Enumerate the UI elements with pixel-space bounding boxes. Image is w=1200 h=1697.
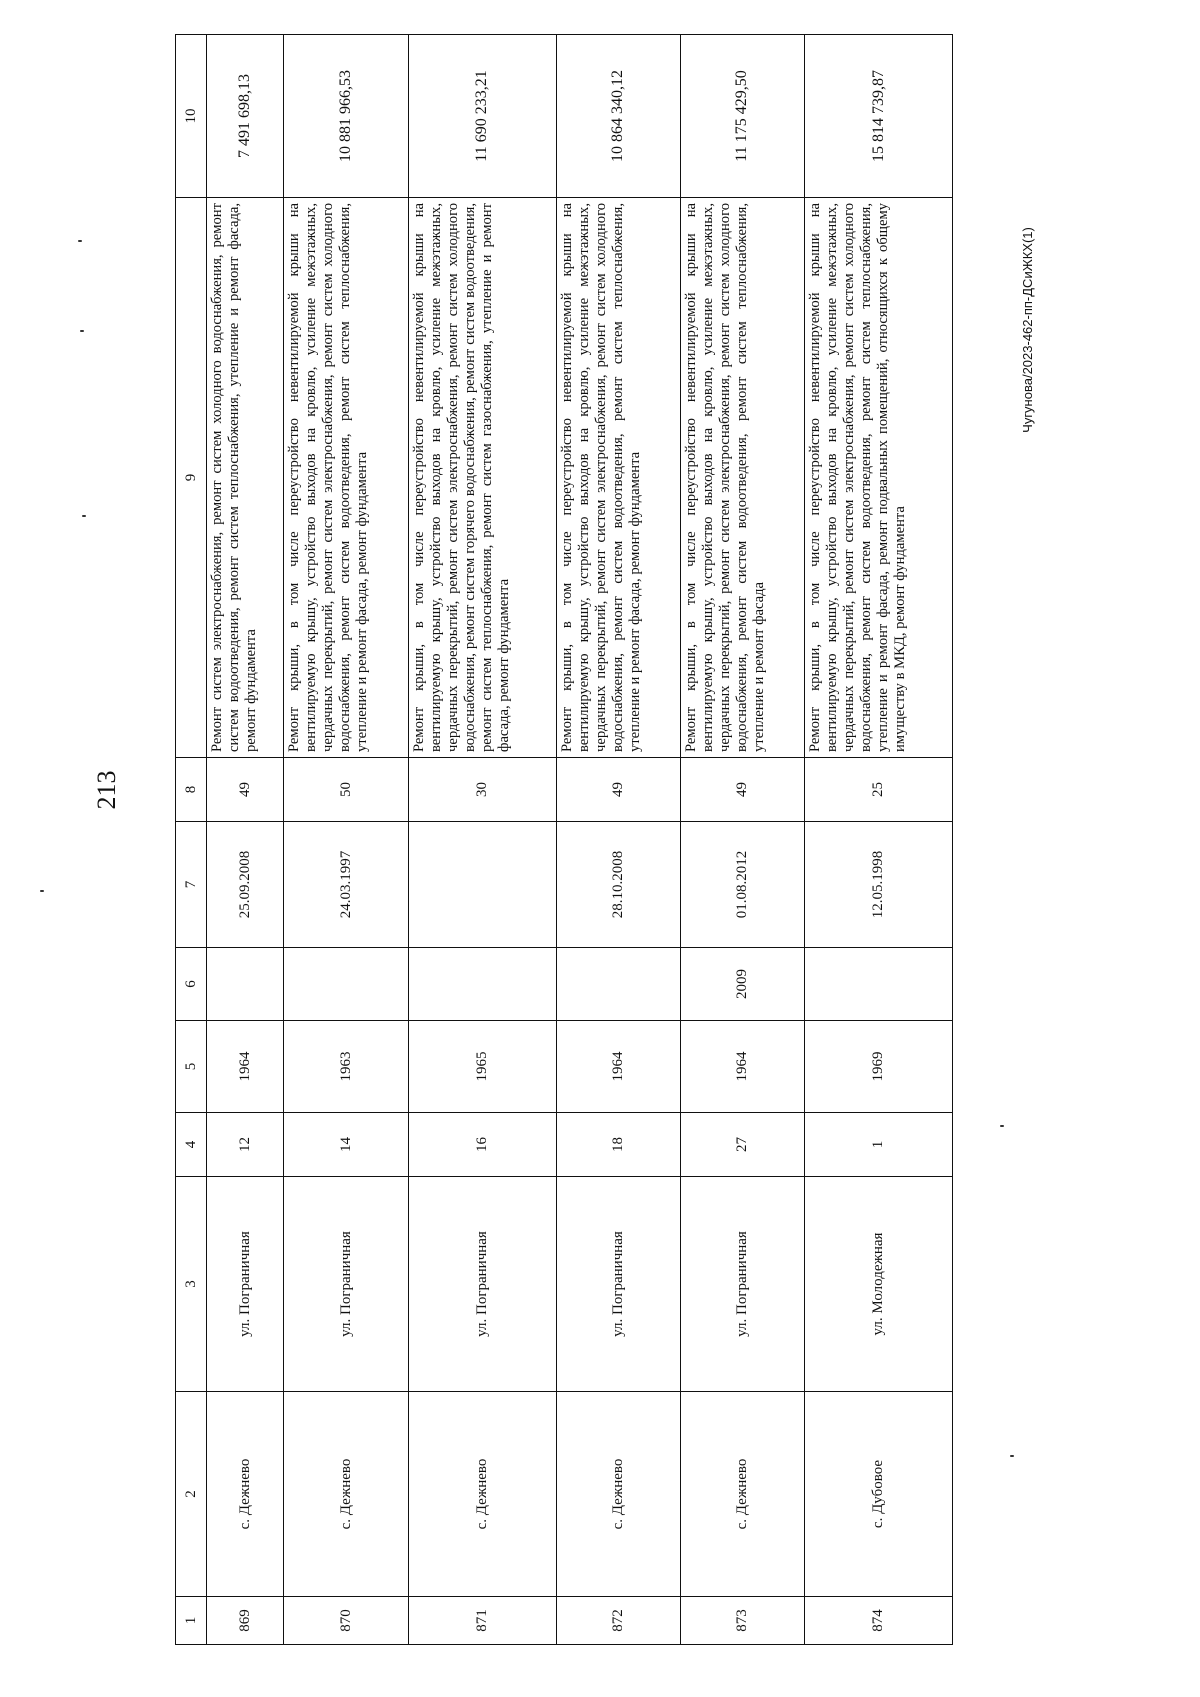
col8-value: 49: [556, 758, 680, 822]
works-description: Ремонт систем электроснабжения, ремонт систем холодного водоснабжения, ремонт систем водоотведения, ремонт систем теплоснабжения, утепление и ремонт фасада, ремонт фундамента: [207, 198, 284, 758]
repair-table: [175, 34, 953, 1645]
scan-speck: [82, 515, 86, 517]
house-number: 18: [556, 1113, 680, 1177]
scan-speck: [78, 240, 82, 242]
col6-value: 2009: [680, 948, 804, 1021]
page-number: 213: [92, 770, 121, 810]
scan-speck: [40, 890, 44, 892]
header-cell: 4: [176, 1113, 207, 1177]
year-built: 1964: [556, 1021, 680, 1113]
works-description: Ремонт крыши, в том числе переустройство невентилируемой крыши на вентилируемую крышу, устройство выходов на кровлю, усиление межэтажных, чердачных перекрытий, ремонт систем электроснабжения, ремонт систем холодного водоснабжения, ремонт систем водоотведения, ремонт систем теплоснабжения, утепление и ремонт фасада: [680, 198, 804, 758]
settlement: с. Дежнево: [556, 1392, 680, 1597]
year-built: 1964: [207, 1021, 284, 1113]
house-number: 12: [207, 1113, 284, 1177]
scan-speck: [80, 330, 84, 332]
header-cell: 6: [176, 948, 207, 1021]
header-cell: 2: [176, 1392, 207, 1597]
col8-value: 30: [408, 758, 556, 822]
street: ул. Пограничная: [284, 1177, 408, 1392]
row-number: 873: [680, 1597, 804, 1645]
settlement: с. Дежнево: [207, 1392, 284, 1597]
house-number: 14: [284, 1113, 408, 1177]
year-built: 1965: [408, 1021, 556, 1113]
year-built: 1963: [284, 1021, 408, 1113]
settlement: с. Дежнево: [284, 1392, 408, 1597]
settlement: с. Дежнево: [408, 1392, 556, 1597]
scan-speck: [1010, 1455, 1014, 1457]
repair-table-container: [175, 35, 953, 1645]
street: ул. Молодежная: [805, 1177, 953, 1392]
col8-value: 50: [284, 758, 408, 822]
works-description: Ремонт крыши, в том числе переустройство невентилируемой крыши на вентилируемую крышу, устройство выходов на кровлю, усиление межэтажных, чердачных перекрытий, ремонт систем электроснабжения, ремонт систем холодного водоснабжения, ремонт систем водоотведения, ремонт систем теплоснабжения, утепление и ремонт фасада, ремонт фундамента: [556, 198, 680, 758]
row-number: 870: [284, 1597, 408, 1645]
col8-value: 49: [207, 758, 284, 822]
house-number: 16: [408, 1113, 556, 1177]
header-cell: 3: [176, 1177, 207, 1392]
date: [408, 822, 556, 948]
col6-value: [207, 948, 284, 1021]
street: ул. Пограничная: [556, 1177, 680, 1392]
table-row: [805, 35, 953, 1645]
col8-value: 49: [680, 758, 804, 822]
settlement: с. Дубовое: [805, 1392, 953, 1597]
date: 24.03.1997: [284, 822, 408, 948]
works-description: Ремонт крыши, в том числе переустройство невентилируемой крыши на вентилируемую крышу, устройство выходов на кровлю, усиление межэтажных, чердачных перекрытий, ремонт систем электроснабжения, ремонт систем холодного водоснабжения, ремонт систем водоотведения, ремонт систем теплоснабжения, утепление и ремонт фасада, ремонт фундамента: [284, 198, 408, 758]
year-built: 1969: [805, 1021, 953, 1113]
table-row: [207, 35, 284, 1645]
cost: 11 690 233,21: [408, 35, 556, 198]
works-description: Ремонт крыши, в том числе переустройство невентилируемой крыши на вентилируемую крышу, устройство выходов на кровлю, усиление межэтажных, чердачных перекрытий, ремонт систем электроснабжения, ремонт систем холодного водоснабжения, ремонт систем водоотведения, ремонт систем теплоснабжения, утепление и ремонт фасада, ремонт подвальных помещений, относящихся к общему имуществу в МКД, ремонт фундамента: [805, 198, 953, 758]
header-cell: 8: [176, 758, 207, 822]
scan-speck: [1000, 1125, 1004, 1127]
document-id: Чугунова/2023-462-пп-ДСиЖКХ(1): [1020, 227, 1035, 433]
cost: 10 881 966,53: [284, 35, 408, 198]
street: ул. Пограничная: [207, 1177, 284, 1392]
header-cell: 7: [176, 822, 207, 948]
house-number: 27: [680, 1113, 804, 1177]
col6-value: [805, 948, 953, 1021]
row-number: 872: [556, 1597, 680, 1645]
col8-value: 25: [805, 758, 953, 822]
cost: 10 864 340,12: [556, 35, 680, 198]
works-description: Ремонт крыши, в том числе переустройство невентилируемой крыши на вентилируемую крышу, устройство выходов на кровлю, усиление межэтажных, чердачных перекрытий, ремонт систем электроснабжения, ремонт систем холодного водоснабжения, ремонт систем горячего водоснабжения, ремонт систем водоотведения, ремонт систем теплоснабжения, ремонт систем газоснабжения, утепление и ремонт фасада, ремонт фундамента: [408, 198, 556, 758]
settlement: с. Дежнево: [680, 1392, 804, 1597]
header-cell: 10: [176, 35, 207, 198]
col6-value: [408, 948, 556, 1021]
year-built: 1964: [680, 1021, 804, 1113]
date: 01.08.2012: [680, 822, 804, 948]
table-row: [556, 35, 680, 1645]
table-row: [408, 35, 556, 1645]
header-cell: 1: [176, 1597, 207, 1645]
row-number: 869: [207, 1597, 284, 1645]
row-number: 871: [408, 1597, 556, 1645]
header-cell: 9: [176, 198, 207, 758]
house-number: 1: [805, 1113, 953, 1177]
header-cell: 5: [176, 1021, 207, 1113]
table-row: [284, 35, 408, 1645]
street: ул. Пограничная: [680, 1177, 804, 1392]
col6-value: [284, 948, 408, 1021]
date: 25.09.2008: [207, 822, 284, 948]
street: ул. Пограничная: [408, 1177, 556, 1392]
header-row: [176, 35, 207, 1645]
table-row: [680, 35, 804, 1645]
date: 28.10.2008: [556, 822, 680, 948]
row-number: 874: [805, 1597, 953, 1645]
cost: 15 814 739,87: [805, 35, 953, 198]
cost: 11 175 429,50: [680, 35, 804, 198]
col6-value: [556, 948, 680, 1021]
cost: 7 491 698,13: [207, 35, 284, 198]
date: 12.05.1998: [805, 822, 953, 948]
